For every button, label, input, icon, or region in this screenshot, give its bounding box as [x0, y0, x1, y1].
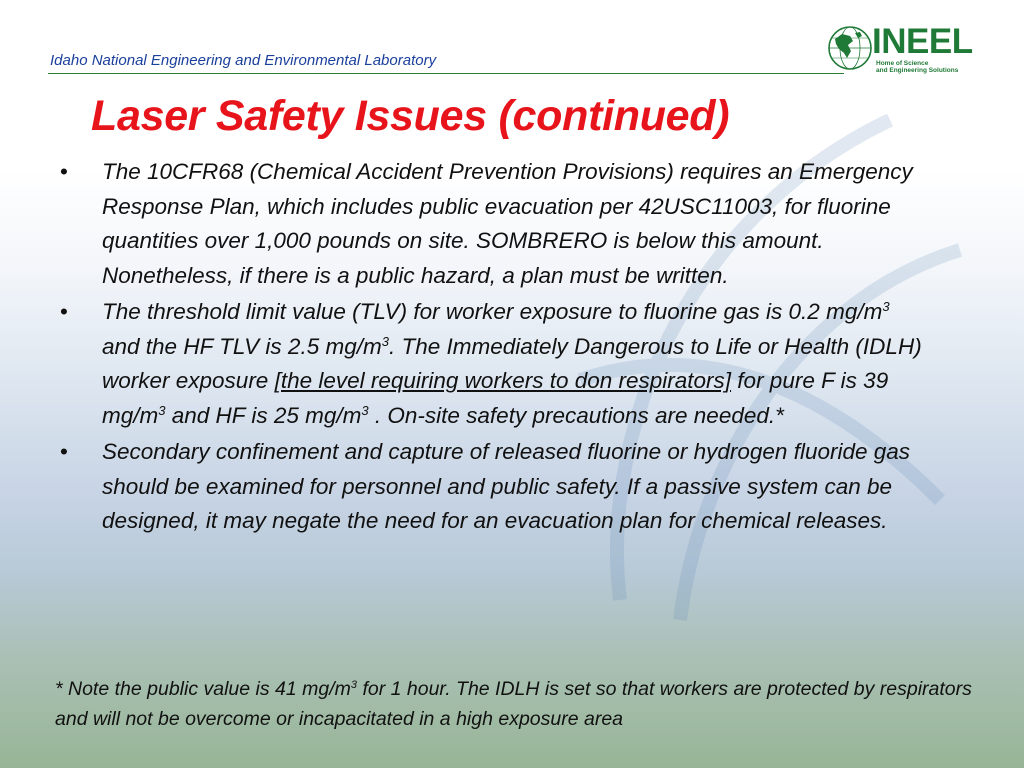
logo-tagline [876, 60, 966, 74]
bullet-text-part: and HF is 25 mg/m [165, 402, 362, 428]
footnote-text-part: * Note the public value is 41 mg/m [55, 678, 351, 700]
superscript: 3 [158, 402, 166, 418]
superscript: 3 [882, 299, 890, 314]
logo-tagline-line1: Home of Science [876, 60, 929, 67]
underlined-definition: [the level requiring workers to don respirators] [274, 368, 732, 393]
logo-wordmark: INEEL [872, 22, 973, 61]
superscript: 3 [381, 333, 389, 349]
bullet-text-part: for pure F is 39 mg/m [102, 368, 889, 428]
bullet-text-part: . The Immediately Dangerous to Life or Health (IDLH) worker exposure [102, 333, 922, 393]
bullet-marker: • [60, 299, 68, 324]
superscript: 3 [361, 402, 369, 418]
bullet-marker: • [60, 159, 68, 184]
ineel-logo [826, 22, 976, 78]
lab-name: Idaho National Engineering and Environmental Laboratory [50, 52, 437, 69]
bullet-item-tlv [60, 295, 930, 433]
bullet-text: Secondary confinement and capture of released fluorine or hydrogen fluoride gas should be examined for personnel and public safety. If a passive system can be designed, it may negate the need for an evacuation plan for chemical releases. [102, 439, 911, 533]
bullet-item-confinement [60, 435, 930, 539]
bullet-marker: • [60, 439, 68, 464]
bullet-item-cfr68 [60, 155, 930, 293]
footnote-text-part: for 1 hour. The IDLH is set so that workers are protected by respirators and will not be overcome or incapacitated in a high exposure area [55, 678, 972, 730]
bullet-list [60, 155, 930, 541]
bullet-text-part: and the HF TLV is 2.5 mg/m [102, 333, 382, 359]
logo-tagline-line2: and Engineering Solutions [876, 67, 959, 74]
bullet-text: The 10CFR68 (Chemical Accident Prevention Provisions) requires an Emergency Response Plan, which includes public evacuation per 42USC11003, for fluorine quantities over 1,000 pounds on site. SOMBRERO is below this amount. Nonetheless, if there is a public hazard, a plan must be written. [102, 159, 913, 288]
footnote [55, 674, 975, 734]
bullet-text-part: The threshold limit value (TLV) for worker exposure to fluorine gas is 0.2 mg/m [102, 299, 883, 324]
superscript: 3 [350, 679, 358, 691]
bullet-text-part: . On-site safety precautions are needed.* [368, 402, 784, 428]
globe-map-icon [826, 24, 874, 72]
header-divider [48, 73, 844, 74]
slide-title: Laser Safety Issues (continued) [91, 92, 730, 140]
